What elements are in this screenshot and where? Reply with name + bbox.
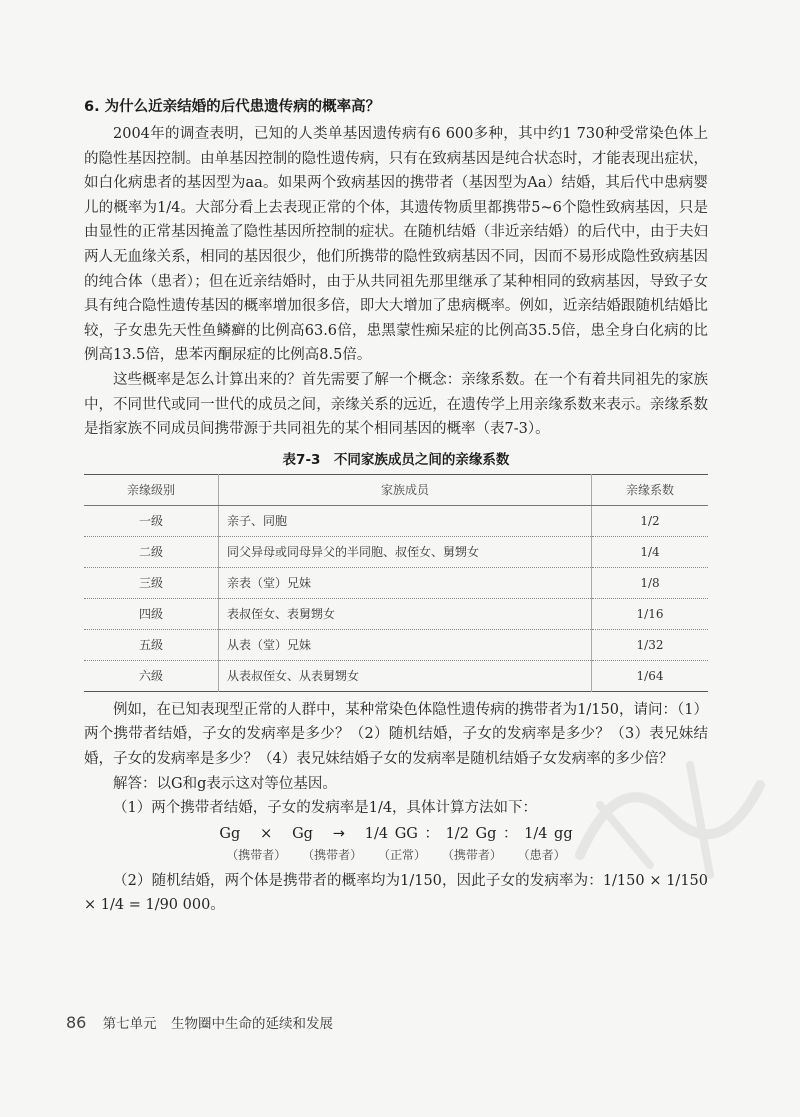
table-title: 表7-3 不同家族成员之间的亲缘系数: [282, 451, 510, 468]
paragraph-intro: 2004年的调查表明，已知的人类单基因遗传病有6 600多种，其中约1 730种受常染色体上的隐性基因控制。由单基因控制的隐性遗传病，只有在致病基因是纯合状态时，才能表现出症状，如白化病患者的基因型为aa。如果两个致病基因的携带者（基因型为Aa）结婚，其后代中患病婴儿的概率为1/4。大部分看上去表现正常的个体，其遗传物质里都携带5~6个隐性致病基因，只是由显性的正常基因掩盖了隐性基因所控制的症状。在随机结婚（非近亲结婚）的后代中，由于夫妇两人无血缘关系，相同的基因很少，他们所携带的隐性致病基因不同，因而不易形成隐性致病基因的纯合体（患者）；但在近亲结婚时，由于从共同祖先那里继承了某种相同的致病基因，导致子女具有纯合隐性遗传基因的概率增加很多倍，即大大增加了患病概率。例如，近亲结婚跟随机结婚比较，子女患先天性鱼鳞癣的比例高63.6倍，患黑蒙性痴呆症的比例高35.5倍，患全身白化病的比例高13.5倍，患苯丙酮尿症的比例高8.5倍。: [84, 126, 708, 364]
formula-parent-2: Gg: [292, 825, 313, 842]
cell-coefficient: 1/64: [592, 660, 709, 691]
cell-level: 二级: [84, 536, 219, 567]
formula-parent-1: Gg: [219, 825, 241, 842]
page-footer: [66, 1012, 333, 1032]
cell-members: 亲子、同胞: [219, 505, 592, 536]
paragraph-case-1: （1）两个携带者结婚，子女的发病率是1/4，具体计算方法如下：: [113, 800, 538, 817]
formula-label: （携带者）: [226, 847, 287, 862]
table-row: [84, 598, 708, 629]
paragraph-example: 例如，在已知表现型正常的人群中，某种常染色体隐性遗传病的携带者为1/150，请问：（1）两个携带者结婚，子女的发病率是多少？（2）随机结婚，子女的发病率是多少？（3）表兄妹结婚，子女的发病率是多少？（4）表兄妹结婚子女的发病率是随机结婚子女发病率的多少倍？: [84, 701, 708, 767]
formula-label: （携带者）: [441, 847, 502, 862]
page-number: 86: [66, 1013, 87, 1032]
table-header-row: [84, 474, 708, 505]
cell-coefficient: 1/4: [592, 536, 709, 567]
cell-level: 一级: [84, 505, 219, 536]
cell-coefficient: 1/32: [592, 629, 709, 660]
cell-members: 表叔侄女、表舅甥女: [219, 598, 592, 629]
header-level: 亲缘级别: [84, 474, 219, 505]
table-row: [84, 629, 708, 660]
formula-result: 1/4 GG ： 1/2 Gg ： 1/4 gg: [364, 825, 573, 842]
cell-coefficient: 1/8: [592, 567, 709, 598]
table-row: [84, 567, 708, 598]
cell-members: 同父异母或同母异父的半同胞、叔侄女、舅甥女: [219, 536, 592, 567]
watermark-mark: [560, 745, 780, 885]
table-row: [84, 536, 708, 567]
section-heading: 6. 为什么近亲结婚的后代患遗传病的概率高？: [84, 99, 381, 115]
paragraph-kinship-concept: 这些概率是怎么计算出来的？首先需要了解一个概念：亲缘系数。在一个有着共同祖先的家族中，不同世代或同一世代的成员之间，亲缘关系的远近，在遗传学上用亲缘系数来表示。亲缘系数是指家族不同成员间携带源于共同祖先的某个相同基因的概率（表7-3）。: [84, 371, 708, 438]
header-coefficient: 亲缘系数: [592, 474, 709, 505]
cell-members: 亲表（堂）兄妹: [219, 567, 592, 598]
table-row: [84, 505, 708, 536]
cell-members: 从表叔侄女、从表舅甥女: [227, 669, 360, 684]
formula-label: （携带者）: [302, 847, 363, 862]
cell-members: 从表（堂）兄妹: [219, 629, 592, 660]
paragraph-answer: 解答：以G和g表示这对等位基因。: [113, 775, 337, 792]
formula-label: （正常）: [377, 847, 426, 862]
formula-label: （患者）: [517, 847, 566, 862]
formula-arrow: →: [332, 825, 345, 842]
paragraph-case-2: （2）随机结婚，两个体是携带者的概率均为1/150，因此子女的发病率为：1/150 × 1/150 × 1/4 = 1/90 000。: [84, 872, 708, 914]
cell-level: 六级: [84, 660, 219, 691]
cell-level: 五级: [84, 629, 219, 660]
header-members: 家族成员: [219, 474, 592, 505]
chapter-title: 生物圈中生命的延续和发展: [170, 1016, 333, 1032]
unit-label: 第七单元: [102, 1016, 157, 1032]
kinship-table: [84, 474, 708, 692]
formula-times: ×: [260, 825, 273, 842]
cell-level: 四级: [84, 598, 219, 629]
table-row: [84, 660, 708, 691]
cell-coefficient: 1/16: [592, 598, 709, 629]
cell-coefficient: 1/2: [592, 505, 709, 536]
cell-level: 三级: [84, 567, 219, 598]
